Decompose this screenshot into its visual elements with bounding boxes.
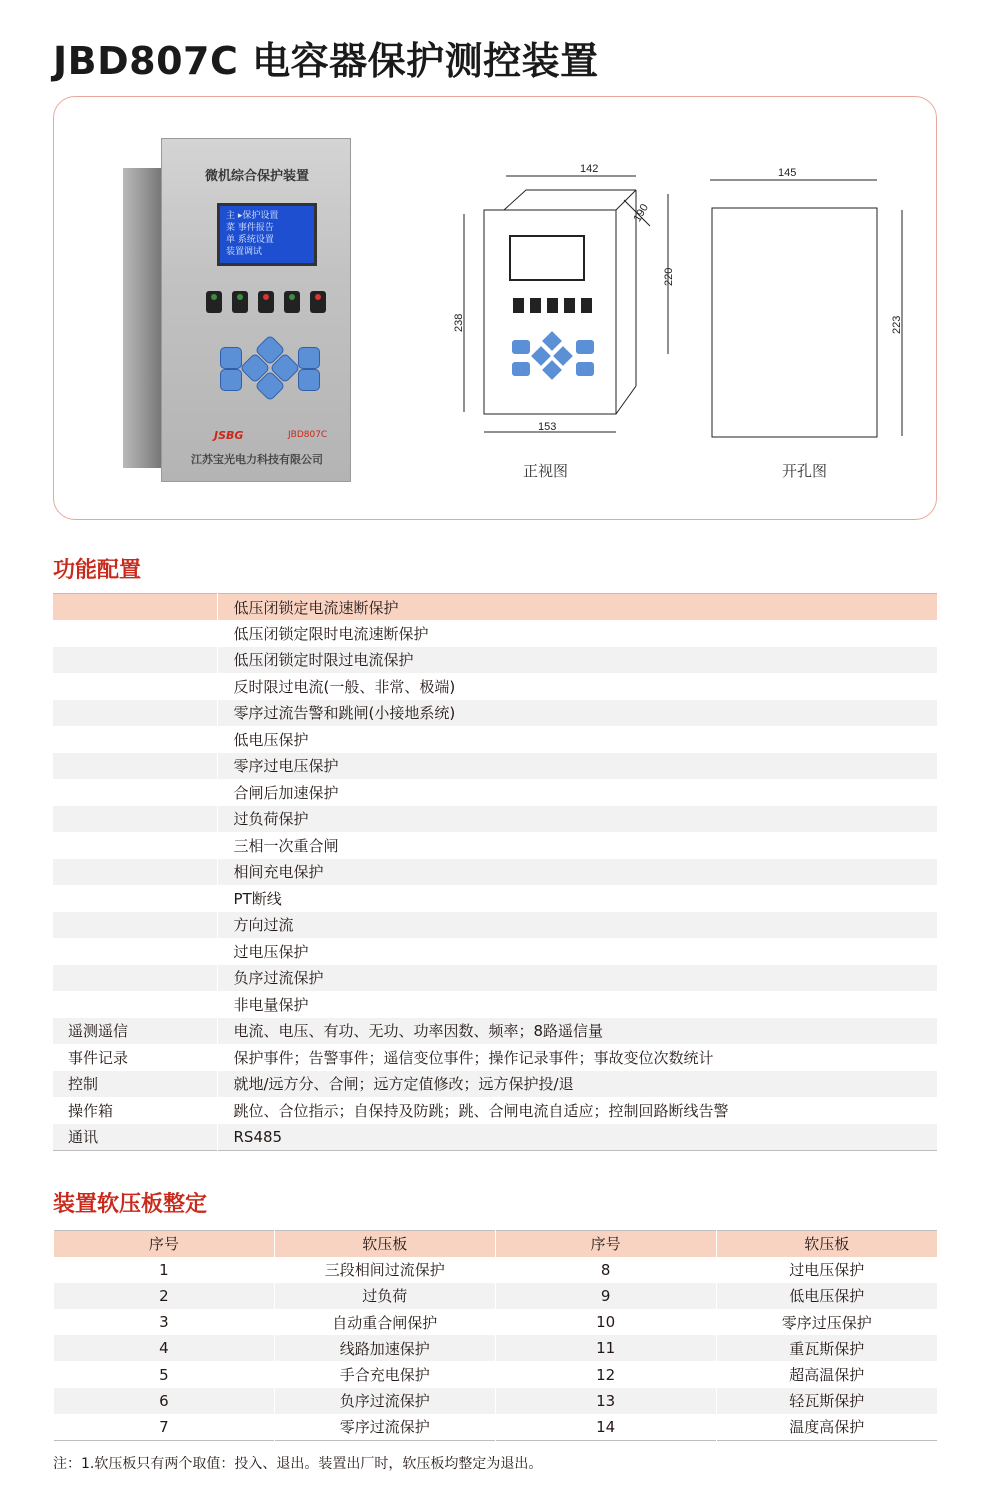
table-row [53,1124,937,1151]
function-content: 反时限过电流(一般、非常、极端) [217,673,937,700]
dim-depth: 190 [631,202,651,224]
plate-name: 过负荷 [274,1283,495,1309]
plate-index: 14 [495,1414,716,1440]
function-content: 三相一次重合闸 [217,832,937,859]
function-category [53,832,217,859]
function-category: 事件记录 [68,1048,129,1067]
table-row [53,1044,937,1071]
keypad-key [220,369,242,391]
front-view-caption: 正视图 [523,462,569,480]
plate-name: 线路加速保护 [274,1335,495,1361]
device-keypad [220,339,320,397]
table-row [53,806,937,833]
plate-name: 手合充电保护 [274,1361,495,1387]
plate-name: 过电压保护 [716,1257,937,1283]
device-lcd-screen [217,203,317,266]
function-category: 控制 [53,1071,217,1098]
function-category [53,885,217,912]
table-row [54,1283,938,1309]
dimension-drawings [440,150,930,490]
function-content: 过负荷保护 [217,806,937,833]
function-content: 低压闭锁定电流速断保护 [217,594,937,621]
lcd-line: 菜 事件报告 [226,223,274,233]
plate-name: 重瓦斯保护 [716,1335,937,1361]
table-row [54,1257,938,1283]
plate-index: 11 [495,1335,716,1361]
function-table [53,593,937,1151]
column-header: 软压板 [274,1231,495,1257]
function-category [53,700,217,727]
device-indicator-leds [206,291,326,313]
plate-index: 9 [495,1283,716,1309]
plate-name: 超高温保护 [716,1361,937,1387]
plate-index: 7 [54,1414,275,1440]
function-category [53,965,217,992]
function-category [53,938,217,965]
device-side-panel [123,168,165,468]
table-row [53,753,937,780]
led-indicator [284,291,300,313]
function-category [53,620,217,647]
front-view-lcd [510,236,584,280]
page-title: JBD807C 电容器保护测控装置 [53,39,599,83]
function-category [53,912,217,939]
table-row [53,832,937,859]
keypad-key [220,347,242,369]
dim-front-top: 142 [580,163,599,175]
table-row [53,673,937,700]
device-front-panel [161,138,351,482]
lcd-line: 主 ▸保护设置 [226,211,279,221]
led-indicator [206,291,222,313]
function-category [53,726,217,753]
function-category [53,753,217,780]
table-row [53,938,937,965]
function-category [53,779,217,806]
function-category [53,991,217,1018]
dim-cutout-height: 223 [891,315,903,334]
function-content: 非电量保护 [217,991,937,1018]
device-photo [123,138,351,482]
plate-name: 低电压保护 [716,1283,937,1309]
front-view-depth-top [504,190,616,210]
function-content: 低电压保护 [217,726,937,753]
device-company-name: 江苏宝光电力科技有限公司 [191,453,323,466]
cutout-outline [712,208,877,437]
function-content: 低压闭锁定时限过电流保护 [217,647,937,674]
function-category [53,859,217,886]
table-row [54,1361,938,1387]
keypad-key [298,347,320,369]
plate-index: 6 [54,1388,275,1414]
function-content: 零序过流告警和跳闸(小接地系统) [217,700,937,727]
function-content: RS485 [217,1124,937,1151]
lcd-line: 单 系统设置 [226,235,274,245]
table-row [53,912,937,939]
table-row [53,647,937,674]
table-row [53,1018,937,1045]
device-brand-logo: JSBG [214,429,244,442]
led-indicator [310,291,326,313]
function-content: 方向过流 [217,912,937,939]
table-row [53,1071,937,1098]
function-category: 通讯 [53,1124,217,1151]
cutout-view-caption: 开孔图 [782,462,828,480]
function-content: 保护事件；告警事件；遥信变位事件；操作记录事件；事故变位次数统计 [217,1044,937,1071]
plate-index: 3 [54,1309,275,1335]
lcd-line: 装置调试 [226,247,263,257]
table-row [53,859,937,886]
function-content: 过电压保护 [217,938,937,965]
function-content: 相间充电保护 [217,859,937,886]
led-indicator [232,291,248,313]
dim-bottom-width: 153 [538,421,557,433]
plate-name: 零序过压保护 [716,1309,937,1335]
plate-index: 10 [495,1309,716,1335]
table-row [54,1414,938,1440]
table-row [53,700,937,727]
front-view-keypad [512,331,594,380]
plate-index: 5 [54,1361,275,1387]
function-section-title: 功能配置 [53,558,142,583]
table-row [53,779,937,806]
table-row [53,726,937,753]
table-row [53,965,937,992]
function-category [53,647,217,674]
function-content: 跳位、合位指示；自保持及防跳；跳、合闸电流自适应；控制回路断线告警 [217,1097,937,1124]
function-category [53,806,217,833]
front-view-leds [513,298,592,313]
function-category: 遥测遥信 [53,1018,217,1045]
table-row [54,1388,938,1414]
plate-name: 三段相间过流保护 [274,1257,495,1283]
table-row [53,885,937,912]
table-row [54,1335,938,1361]
table-row [53,620,937,647]
function-category [53,594,217,621]
plate-index: 2 [54,1283,275,1309]
plate-name: 自动重合闸保护 [274,1309,495,1335]
soft-plate-table [53,1230,937,1441]
plate-name: 温度高保护 [716,1414,937,1440]
column-header: 序号 [495,1231,716,1257]
plate-index: 8 [495,1257,716,1283]
dim-total-height: 238 [453,313,465,332]
function-category [53,673,217,700]
plate-index: 4 [54,1335,275,1361]
function-content: PT断线 [217,885,937,912]
table-row [53,594,937,621]
device-panel-title: 微机综合保护装置 [204,169,309,184]
table-row [54,1309,938,1335]
function-category: 操作箱 [68,1101,114,1120]
function-content: 合闸后加速保护 [217,779,937,806]
footnote: 注：1.软压板只有两个取值：投入、退出。装置出厂时，软压板均整定为退出。 [53,1456,543,1472]
function-content: 负序过流保护 [217,965,937,992]
table-row [53,991,937,1018]
table-row [53,1097,937,1124]
plate-name: 轻瓦斯保护 [716,1388,937,1414]
function-content: 低压闭锁定限时电流速断保护 [217,620,937,647]
dim-front-height: 220 [663,267,675,286]
plate-index: 12 [495,1361,716,1387]
column-header: 序号 [54,1231,275,1257]
device-model-label: JBD807C [288,430,328,440]
keypad-key [298,369,320,391]
plate-index: 1 [54,1257,275,1283]
dim-cutout-width: 145 [778,167,797,179]
plate-name: 负序过流保护 [274,1388,495,1414]
soft-plate-section-title: 装置软压板整定 [53,1192,208,1217]
function-content: 零序过电压保护 [217,753,937,780]
table-header-row [54,1231,938,1257]
led-indicator [258,291,274,313]
function-content: 电流、电压、有功、无功、功率因数、频率；8路遥信量 [217,1018,937,1045]
plate-name: 零序过流保护 [274,1414,495,1440]
plate-index: 13 [495,1388,716,1414]
column-header: 软压板 [716,1231,937,1257]
function-content: 就地/远方分、合闸；远方定值修改；远方保护投/退 [217,1071,937,1098]
